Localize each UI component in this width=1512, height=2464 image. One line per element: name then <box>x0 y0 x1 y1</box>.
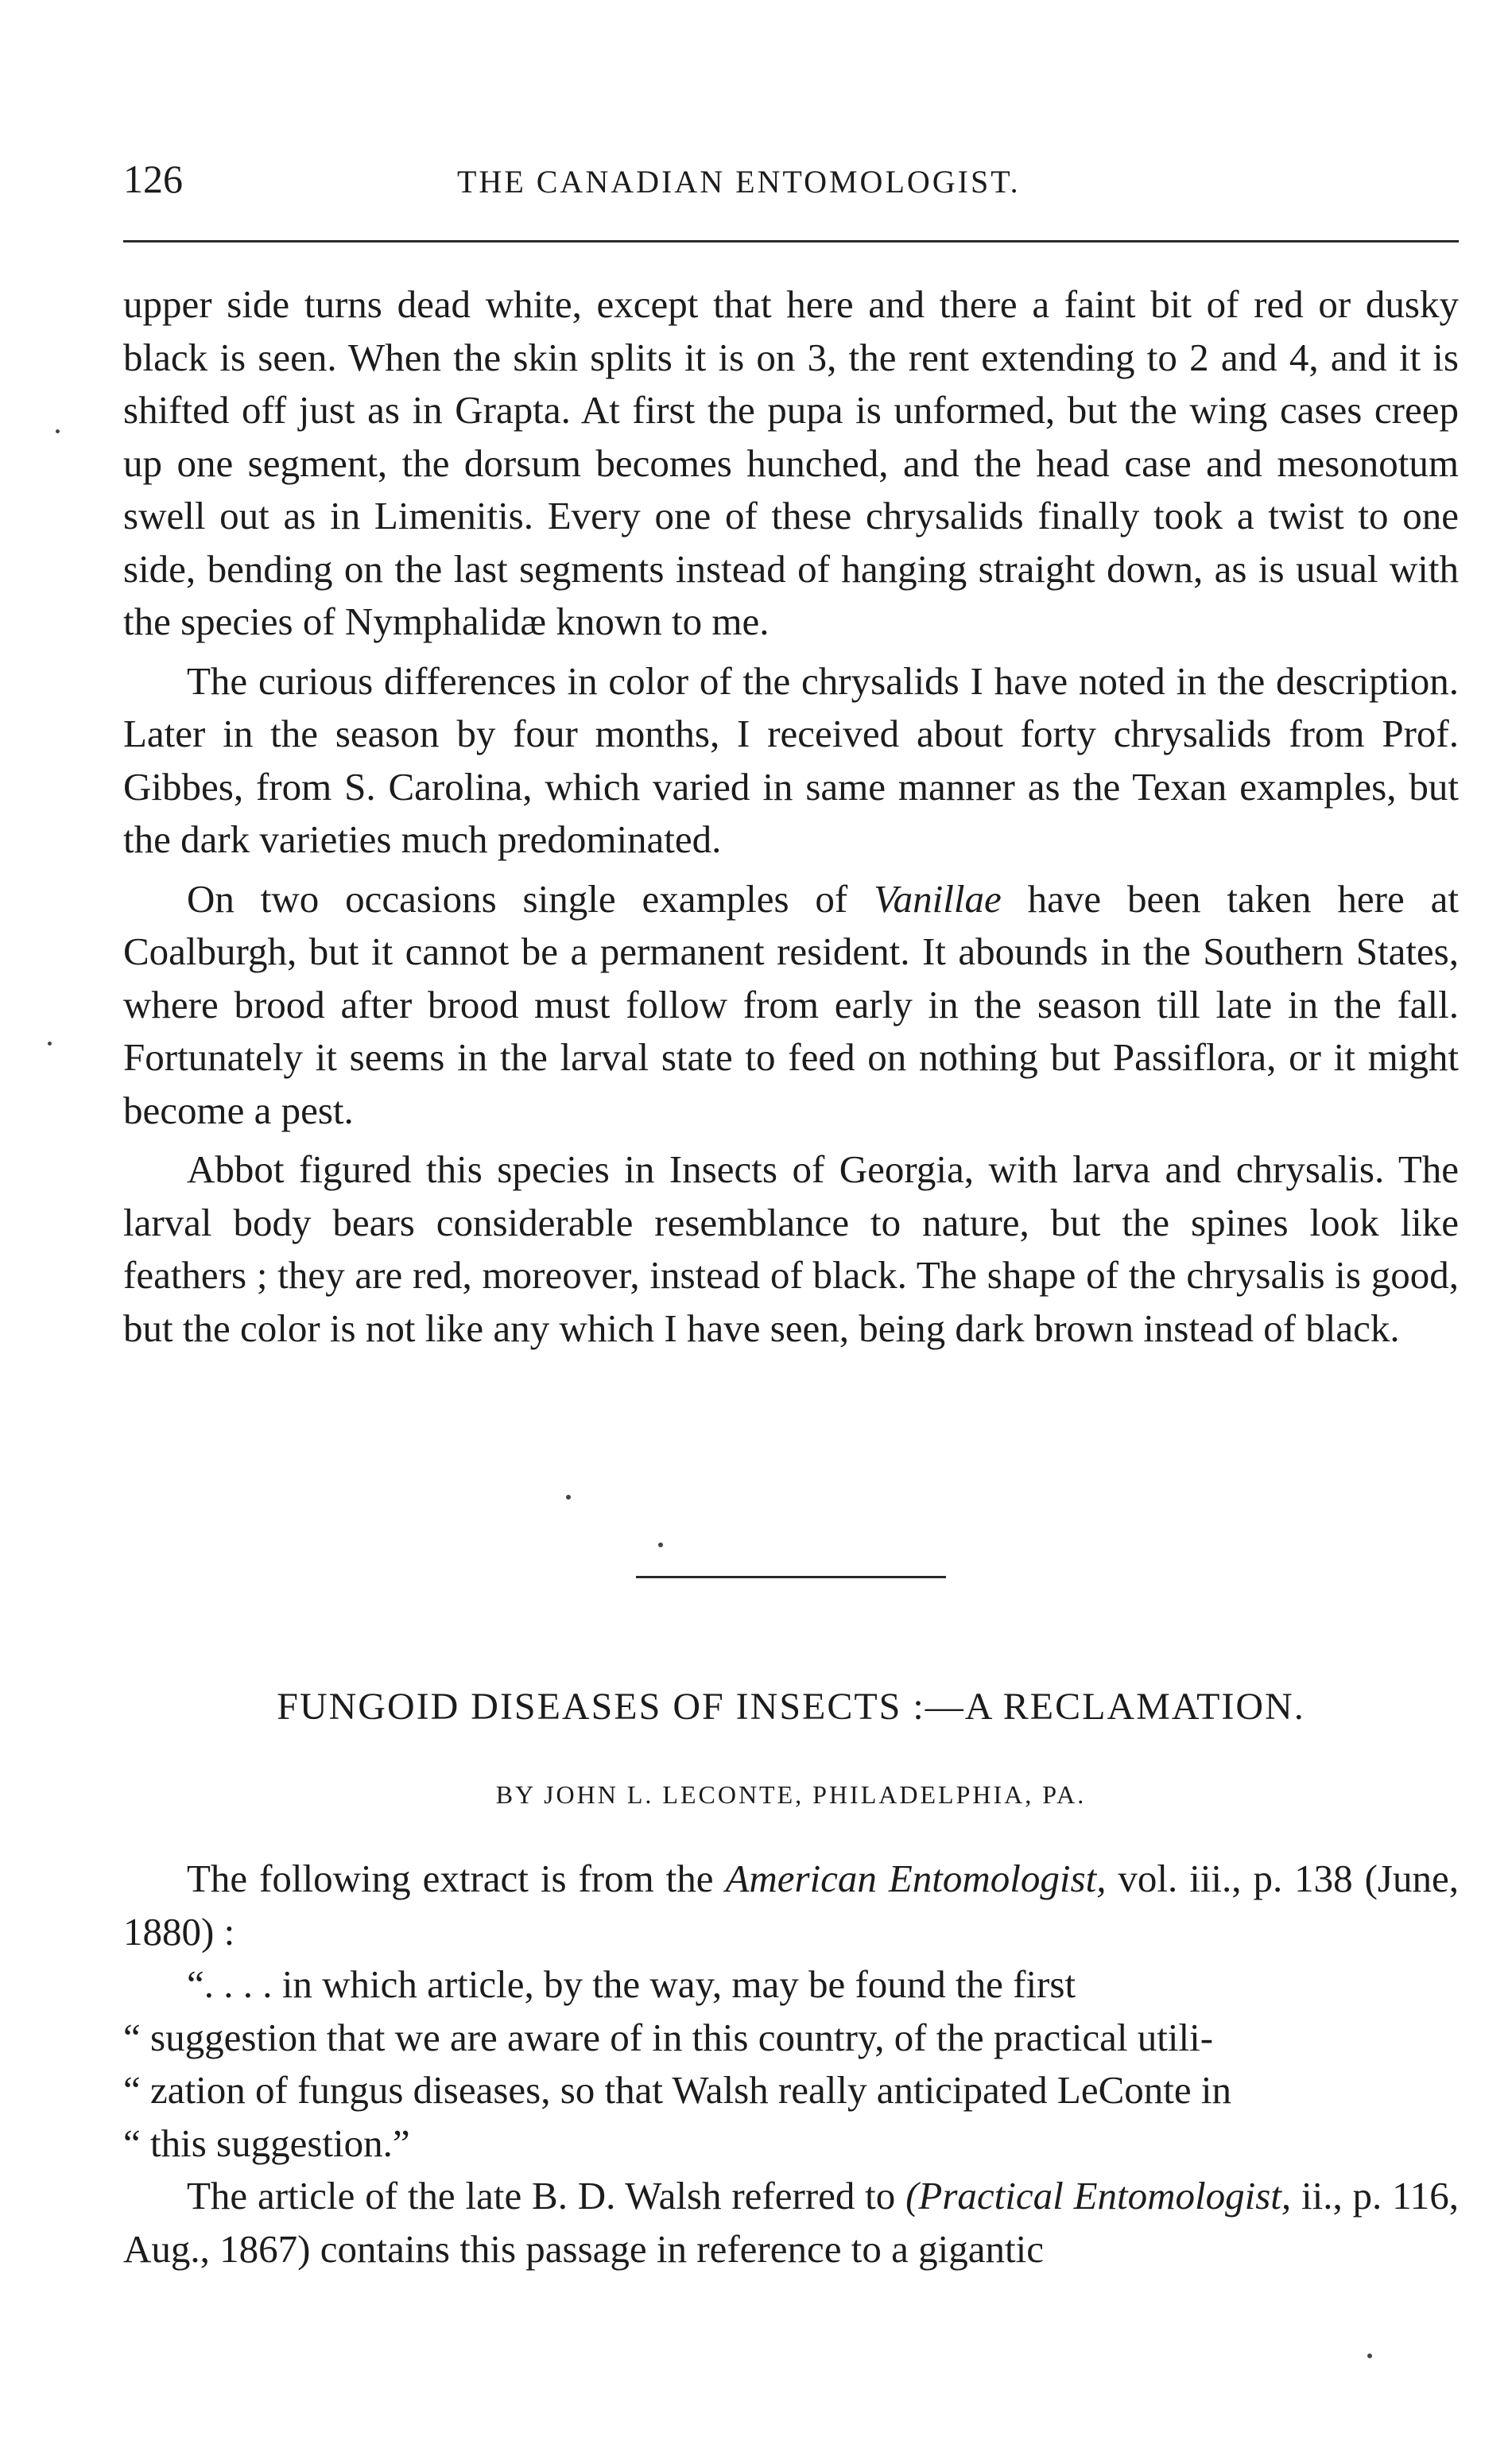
scan-speck <box>1367 2353 1372 2358</box>
continued-article-text <box>123 278 1459 1355</box>
page-header <box>123 151 1459 207</box>
block-quote <box>123 1958 1459 2170</box>
paragraph-extract-intro: The following extract is from the American Entomologist, vol. iii., p. 138 (June, 1880) : <box>123 1857 1459 1954</box>
scan-speck <box>48 1042 52 1046</box>
quote-line: “ zation of fungus diseases, so that Walsh really anticipated LeConte in <box>123 2068 1231 2112</box>
article-body <box>123 1853 1459 2276</box>
paragraph-vanillae: On two occasions single examples of Vanillae have been taken here at Coalburgh, but it cannot be a permanent resident. It abounds in the Southern States, where brood after brood must follow from early in the season till late in the fall. Fortunately it seems in the larval state to feed on nothing but Passiflora, or it might become a pest. <box>123 876 1459 1132</box>
quote-line: “ this suggestion.” <box>123 2121 410 2165</box>
paragraph-chrysalid-colors: The curious differences in color of the chrysalids I have noted in the description. Later in the season by four months, I received about forty chrysalids from Prof. Gibbes, from S. Carolina, which varied in same manner as the Texan examples, but the dark varieties much predominated. <box>123 658 1459 861</box>
scan-speck <box>56 429 60 433</box>
scan-speck <box>658 1542 663 1547</box>
article-byline: BY JOHN L. LECONTE, PHILADELPHIA, PA. <box>495 1780 1087 1809</box>
journal-reference: (Practical Entomologist, <box>905 2174 1292 2218</box>
section-divider <box>636 1576 946 1578</box>
header-rule <box>123 240 1459 243</box>
paragraph-abbot: Abbot figured this species in Insects of Georgia, with larva and chrysalis. The larval body bears considerable resemblance to nature, but the spines look like feathers ; they are red, moreover, instead of black. The shape of the chrysalis is good, but the color is not like any which I have seen, being dark brown instead of black. <box>123 1147 1459 1350</box>
paragraph-continued: upper side turns dead white, except that here and there a faint bit of red or dusky black is seen. When the skin splits it is on 3, the rent extending to 2 and 4, and it is shifted off just as in Grapta. At first the pupa is unformed, but the wing cases creep up one segment, the dorsum becomes hunched, and the head case and mesonotum swell out as in Limenitis. Every one of these chrysalids finally took a twist to one side, bending on the last segments instead of hanging straight down, as is usual with the species of Nymphalidæ known to me. <box>123 282 1459 643</box>
running-title: THE CANADIAN ENTOMOLOGIST. <box>457 164 1021 200</box>
quote-line: “ suggestion that we are aware of in this country, of the practical utili- <box>123 2015 1214 2059</box>
species-name: Vanillae <box>874 876 1002 921</box>
page-number: 126 <box>123 157 183 201</box>
article-title: FUNGOID DISEASES OF INSECTS :—A RECLAMATION. <box>277 1686 1305 1728</box>
paragraph-walsh-article: The article of the late B. D. Walsh referred to (Practical Entomologist, ii., p. 116, Aug., 1867) contains this passage in reference to a gigantic <box>123 2174 1459 2271</box>
quote-line: “. . . . in which article, by the way, may be found the first <box>187 1962 1076 2006</box>
journal-title: American Entomologist, <box>725 1857 1107 1900</box>
scan-speck <box>566 1495 571 1500</box>
